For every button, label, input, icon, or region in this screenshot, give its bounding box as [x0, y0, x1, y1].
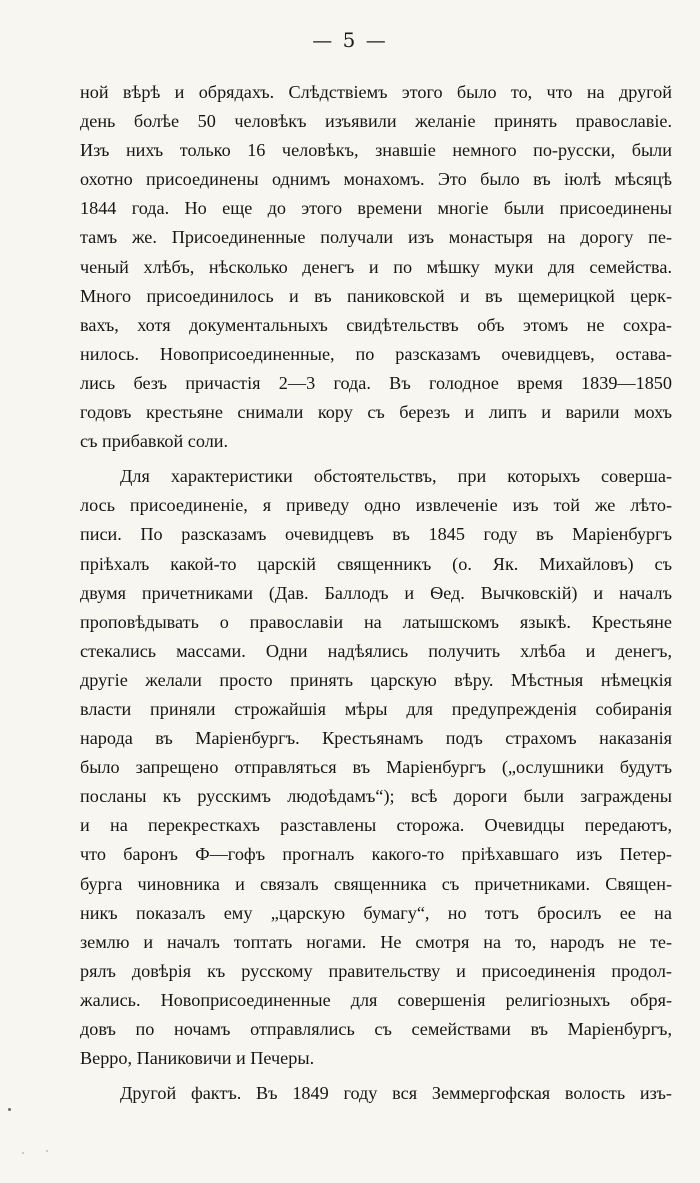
text-line: нилось. Новоприсоединенные, по разсказамъ очевидцевъ, остава- [80, 343, 672, 364]
text-line: посланы къ русскимъ людоѣдамъ“); всѣ дороги были заграждены [80, 786, 672, 807]
text-line: Для характеристики обстоятельствъ, при которыхъ соверша- [120, 466, 672, 487]
text-line: что баронъ Ф—гофъ прогналъ какого-то пріѣхавшаго изъ Петер- [80, 844, 672, 865]
text-line: пріѣхалъ какой-то царскій священникъ (о. Як. Михайловъ) съ [80, 553, 672, 574]
text-line: рялъ довѣрія къ русскому правительству и присоединенія продол- [80, 960, 672, 981]
text-line: и на перекресткахъ разставлены сторожа. Очевидцы передаютъ, [80, 815, 672, 836]
text-line: лось присоединеніе, я приведу одно извлеченіе изъ той же лѣто- [80, 495, 672, 516]
paragraph [80, 1079, 672, 1108]
text-line: довъ по ночамъ отправлялись съ семействами въ Маріенбургъ, [80, 1019, 672, 1039]
text-line: охотно присоединены однимъ монахомъ. Это было въ іюлѣ мѣсяцѣ [80, 169, 672, 190]
text-line: ченый хлѣбъ, нѣсколько денегъ и по мѣшку муки для семейства. [80, 256, 672, 277]
text-line: писи. По разсказамъ очевидцевъ въ 1845 году въ Маріенбургъ [80, 524, 672, 545]
text-line: день болѣе 50 человѣкъ изъявили желаніе принять православіе. [80, 111, 672, 132]
text-line: ной вѣрѣ и обрядахъ. Слѣдствіемъ этого было то, что на другой [80, 82, 672, 102]
text-line: бурга чиновника и связалъ священника съ причетниками. Священ- [80, 873, 672, 894]
text-line: власти приняли строжайшія мѣры для предупрежденія собиранія [80, 698, 672, 719]
body-text [80, 78, 672, 1108]
paragraph [80, 78, 672, 456]
text-line: жались. Новоприсоединенные для совершенія религіозныхъ обря- [80, 989, 672, 1010]
text-line: съ прибавкой соли. [80, 431, 229, 452]
text-line: проповѣдывать о православіи на латышскомъ языкѣ. Крестьяне [80, 611, 672, 632]
paragraph [80, 462, 672, 1073]
text-line: Много присоединилось и въ паниковской и въ щемерицкой церк- [80, 285, 672, 306]
text-line: Изъ нихъ только 16 человѣкъ, знавшіе немного по-русски, были [80, 140, 672, 161]
scan-speck [46, 1150, 48, 1152]
text-line: тамъ же. Присоединенные получали изъ монастыря на дорогу пе- [80, 227, 672, 248]
text-line: лись безъ причастія 2—3 года. Въ голодное время 1839—1850 [80, 372, 672, 393]
text-line: 1844 года. Но еще до этого времени многіе были присоединены [80, 198, 672, 219]
text-line: двумя причетниками (Дав. Баллодъ и Ѳед. Вычковскій) и началъ [80, 582, 672, 603]
text-line: народа въ Маріенбургъ. Крестьянамъ подъ страхомъ наказанія [80, 728, 672, 749]
text-line: никъ показалъ ему „царскую бумагу“, но тотъ бросилъ ее на [80, 902, 672, 923]
text-line: вахъ, хотя документальныхъ свидѣтельствъ объ этомъ не сохра- [80, 314, 672, 335]
scan-speck [8, 1108, 11, 1111]
text-line: стекались массами. Одни надѣялись получить хлѣба и денегъ, [80, 640, 672, 661]
scan-speck [22, 1152, 24, 1154]
page-number: — 5 — [312, 28, 388, 52]
text-line: землю и началъ топтать ногами. Не смотря на то, народъ не те- [80, 931, 672, 952]
text-line: годовъ крестьяне снимали кору съ березъ и липъ и варили мохъ [80, 402, 672, 423]
text-line: было запрещено отправляться въ Маріенбургъ („ослушники будутъ [80, 757, 672, 778]
text-line: Другой фактъ. Въ 1849 году вся Земмергофская волость изъ- [120, 1083, 672, 1104]
text-line: Верро, Паниковичи и Печеры. [80, 1048, 315, 1069]
text-line: другіе желали просто принять царскую вѣру. Мѣстныя нѣмецкія [80, 669, 672, 690]
